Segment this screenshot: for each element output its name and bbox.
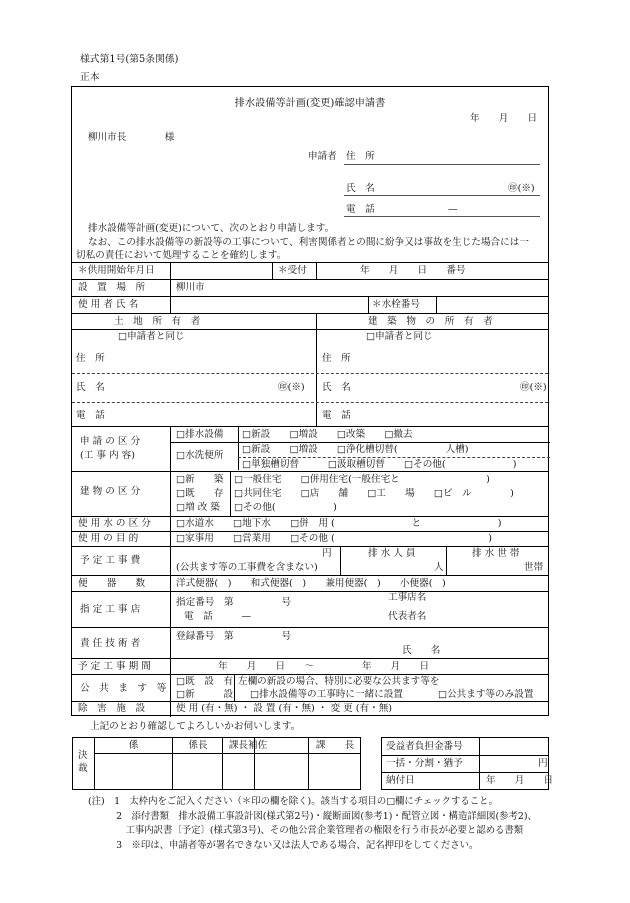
payer-number-label: 受益者負担金番号 [386, 741, 463, 752]
receipt-value: 年 月 日 番号 [360, 265, 466, 276]
harm-removal-value[interactable]: 使 用 (有・無) ・ 設 置 (有・無) ・ 変 更 (有・無) [176, 703, 393, 714]
location-label: 設 置 場 所 [78, 282, 146, 293]
applicant-address-label: 住 所 [346, 151, 375, 162]
public-install-only[interactable]: □公共ます等のみ設置 [438, 689, 534, 700]
copy-type: 正本 [80, 72, 100, 83]
applicant-name-label: 氏 名 [346, 183, 375, 194]
responsible-engineer-label: 責 任 技 術 者 [80, 638, 141, 649]
form-frame [71, 86, 549, 716]
land-owner-name-label: 氏 名 [76, 382, 105, 393]
approval-col-chief: 係長 [188, 740, 208, 751]
building-new-checkbox[interactable]: □新 築 [176, 474, 224, 485]
designated-contractor-label: 指 定 工 事 店 [80, 604, 141, 615]
engineer-name-label: 氏 名 [402, 645, 441, 656]
applicant-address-field[interactable] [344, 164, 540, 165]
toilet-count-options[interactable]: 洋式便器( ) 和式便器( ) 兼用便器( ) 小便器( ) [176, 578, 446, 589]
location-value[interactable]: 柳川市 [176, 282, 205, 293]
user-name-label: 使 用 者 氏 名 [78, 299, 139, 310]
building-category-label: 建 物 の 区 分 [80, 486, 141, 497]
contractor-phone[interactable]: 電 話 — [184, 611, 252, 622]
drain-people-label: 排 水 人 員 [368, 548, 416, 559]
approval-request: 上記のとおり確認してよろしいかお伺いします。 [90, 721, 301, 732]
meter-number-label: ＊水栓番号 [372, 299, 420, 310]
building-extension-checkbox[interactable]: □増 改 築 [176, 502, 220, 513]
toilet-options-2[interactable]: □単独槽切替 □汲取槽切替 □その他( ) [242, 459, 517, 470]
note-2: 2 添付書類 排水設備工事設計図(様式第2号)・縦断面図(参考1)・配管立図・構造詳細図(参考2)、 [88, 810, 537, 822]
payment-type-label: 一括・分割・猶予 [386, 758, 463, 769]
approval-col-manager: 課 長 [315, 740, 355, 751]
drain-household-label: 排 水 世 帯 [472, 548, 520, 559]
note-2-continued: 工事内訳書〔予定〕(様式第3号)、その他公営企業管理者の権限を行う市長が必要と認める書類 [88, 825, 524, 836]
addressee: 柳川市長 様 [88, 132, 175, 143]
drain-household-unit: 世帯 [524, 562, 544, 573]
public-install-with-drain[interactable]: □排水設備等の工事時に一緒に設置 [250, 689, 403, 700]
building-owner-phone-label: 電 話 [322, 410, 351, 421]
intro-line-3: 切私の責任において処理することを確約します。 [76, 250, 287, 261]
start-date-label: ＊供用開始年月日 [78, 265, 155, 276]
drain-facility-checkbox[interactable]: □排水設備 [176, 429, 224, 440]
note-1: (注) 1 太枠内をご記入ください（＊印の欄を除く)。該当する項目の□欄にチェックすること。 [88, 796, 498, 807]
construction-content-label: (工 事 内 容) [80, 450, 136, 461]
approval-col-clerk: 係 [128, 740, 139, 751]
applicant-phone-field[interactable] [344, 216, 540, 217]
building-owner-address-label: 住 所 [322, 353, 351, 364]
construction-period-value[interactable]: 年 月 日 〜 年 月 日 [218, 661, 430, 672]
receipt-label: ＊受付 [278, 265, 307, 276]
toilet-count-label: 便 器 数 [78, 578, 146, 589]
building-owner-heading: 建 築 物 の 所 有 者 [368, 316, 493, 327]
fee-table [381, 737, 554, 790]
intro-line-1: 排水設備等計画(変更)について、次のとおり申請します。 [88, 223, 335, 234]
harm-removal-label: 除 害 施 設 [78, 703, 146, 714]
building-owner-seal: ㊞(※) [520, 382, 547, 393]
land-same-checkbox[interactable]: □申請者と同じ [118, 331, 185, 342]
water-source-label: 使 用 水 の 区 分 [78, 518, 151, 529]
applicant-phone-label: 電 話 [346, 204, 375, 215]
cost-note: (公共ます等の工事費を含まない) [176, 562, 318, 573]
form-number: 様式第1号(第5条関係) [80, 54, 179, 65]
toilet-options-1[interactable]: □新設 □増設 □浄化槽切替( 人槽) [242, 444, 469, 455]
public-new-checkbox[interactable]: □新 設 [176, 689, 234, 700]
drain-people-unit: 人 [434, 562, 444, 573]
land-owner-phone-label: 電 話 [76, 410, 105, 421]
cost-unit: 円 [322, 548, 332, 559]
notes [88, 795, 537, 853]
application-date[interactable]: 年 月 日 [470, 113, 538, 124]
engineer-registration[interactable]: 登録番号 第 号 [176, 631, 292, 642]
fee-yen: 円 [538, 758, 548, 769]
building-options-1[interactable]: □一般住宅 □併用住宅(一般住宅と ) [234, 474, 490, 485]
approval-col-assistant-manager: 課長補佐 [228, 740, 268, 751]
contractor-representative: 代表者名 [388, 611, 427, 622]
land-owner-seal: ㊞(※) [278, 382, 305, 393]
applicant-phone-dash: — [448, 204, 458, 215]
construction-period-label: 予 定 工 事 期 間 [78, 661, 151, 672]
building-owner-name-label: 氏 名 [322, 382, 351, 393]
applicant-name-field[interactable] [344, 195, 540, 196]
usage-purpose-label: 使 用 の 目 的 [78, 533, 139, 544]
flush-toilet-checkbox[interactable]: □水洗便所 [176, 450, 224, 461]
application-category-label: 申 請 の 区 分 [80, 436, 141, 447]
contractor-number[interactable]: 指定番号 第 号 [176, 597, 292, 608]
public-existing-checkbox[interactable]: □既 設 有 [176, 676, 234, 687]
decision-label: 決裁 [78, 750, 88, 774]
land-owner-address-label: 住 所 [76, 353, 105, 364]
water-source-options[interactable]: □水道水 □地下水 □併 用 ( と ) [176, 518, 502, 529]
public-catch-basin-label: 公 共 ま す 等 [80, 683, 167, 694]
intro-line-2: なお、この排水設備等の新設等の工事について、利害関係者との間に紛争又は事故を生じた場合には一 [88, 237, 529, 248]
paid-date-value[interactable]: 年 月 日 [486, 775, 554, 786]
contractor-shop-name: 工事店名 [388, 592, 427, 603]
usage-purpose-options[interactable]: □家事用 □営業用 □その他 ( ) [176, 533, 492, 544]
drain-options[interactable]: □新設 □増設 □改築 □撤去 [242, 429, 413, 440]
building-existing-checkbox[interactable]: □既 存 [176, 488, 224, 499]
public-note: 左欄の新設の場合、特別に必要な公共ます等を [238, 676, 440, 687]
estimated-cost-label: 予 定 工 事 費 [80, 555, 141, 566]
building-options-2[interactable]: □共同住宅 □店 舗 □工 場 □ビ ル ) [234, 488, 514, 499]
building-same-checkbox[interactable]: □申請者と同じ [366, 331, 433, 342]
applicant-label: 申請者 [308, 151, 337, 162]
approval-table [72, 737, 361, 790]
building-options-3[interactable]: □その他( ) [234, 502, 337, 513]
paid-date-label: 納付日 [386, 775, 415, 786]
form-title: 排水設備等計画(変更)確認申請書 [234, 98, 386, 109]
note-3: 3 ※印は、申請者等が署名できない又は法人である場合、記名押印をしてください。 [88, 839, 479, 851]
seal-mark: ㊞(※) [508, 183, 535, 194]
land-owner-heading: 土 地 所 有 者 [114, 316, 201, 327]
